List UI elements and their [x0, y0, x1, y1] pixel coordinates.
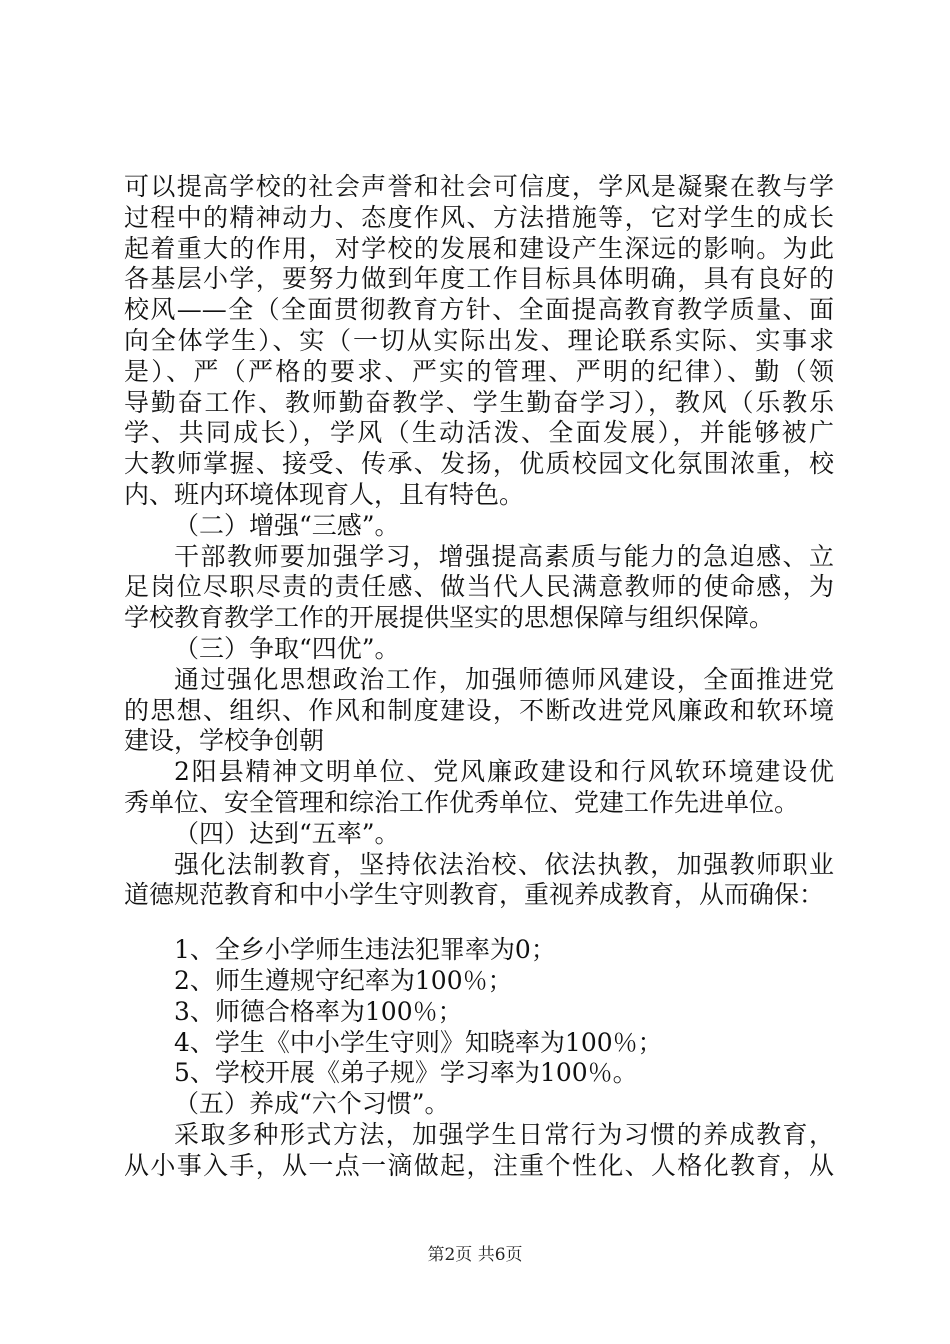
section-heading: （四）达到“五率”。: [174, 818, 400, 848]
text-line: 学校教育教学工作的开展提供坚实的思想保障与组织保障。: [124, 603, 775, 633]
text-line: 足岗位尽职尽责的责任感、做当代人民满意教师的使命感，为: [124, 572, 834, 602]
text-line: 干部教师要加强学习，增强提高素质与能力的急迫感、立: [174, 541, 834, 571]
section-heading: （三）争取“四优”。: [174, 633, 400, 663]
section-heading: （二）增强“三感”。: [174, 510, 400, 540]
text-line: 大教师掌握、接受、传承、发扬，优质校园文化氛围浓重，校: [124, 449, 834, 479]
text-line: 秀单位、安全管理和综治工作优秀单位、党建工作先进单位。: [124, 787, 800, 817]
section-heading: （五）养成“六个习惯”。: [174, 1089, 450, 1119]
text-line: 的思想、组织、作风和制度建设，不断改进党风廉政和软环境: [124, 695, 834, 725]
text-line: 学、共同成长），学风（生动活泼、全面发展），并能够被广: [124, 418, 834, 448]
text-line: 向全体学生）、实（一切从实际出发、理论联系实际、实事求: [124, 325, 834, 355]
text-line: 采取多种形式方法，加强学生日常行为习惯的养成教育，: [174, 1119, 834, 1149]
text-line: 过程中的精神动力、态度作风、方法措施等，它对学生的成长: [124, 202, 834, 232]
list-item: 1、全乡小学师生违法犯罪率为0；: [174, 935, 556, 965]
list-item: 3、师德合格率为100％；: [174, 996, 463, 1026]
text-line: 可以提高学校的社会声誉和社会可信度，学风是凝聚在教与学: [124, 172, 834, 201]
text-line: 道德规范教育和中小学生守则教育，重视养成教育，从而确保：: [124, 880, 825, 910]
text-line: 通过强化思想政治工作，加强师德师风建设，全面推进党: [174, 664, 834, 694]
text-line: 强化法制教育，坚持依法治校、依法执教，加强教师职业: [174, 849, 834, 879]
text-line: 建设，学校争创朝: [124, 726, 325, 756]
text-line: 是）、严（严格的要求、严实的管理、严明的纪律）、勤（领: [124, 356, 834, 386]
text-line: 从小事入手，从一点一滴做起，注重个性化、人格化教育，从: [124, 1150, 834, 1180]
list-item: 4、学生《中小学生守则》知晓率为100％；: [174, 1027, 663, 1057]
list-item: 2、师生遵规守纪率为100％；: [174, 965, 513, 995]
page-footer: 第2页 共6页: [427, 1245, 523, 1265]
text-line: 导勤奋工作、教师勤奋教学、学生勤奋学习），教风（乐教乐: [124, 387, 834, 417]
document-body: [124, 172, 834, 1182]
text-line: 起着重大的作用，对学校的发展和建设产生深远的影响。为此: [124, 233, 834, 263]
list-item: 5、学校开展《弟子规》学习率为100％。: [174, 1058, 638, 1088]
text-line: 内、班内环境体现育人，且有特色。: [124, 479, 525, 509]
text-line: 各基层小学，要努力做到年度工作目标具体明确，具有良好的: [124, 264, 834, 294]
text-line: 2阳县精神文明单位、党风廉政建设和行风软环境建设优: [174, 757, 834, 787]
blank-line: [124, 911, 834, 935]
text-line: 校风——全（全面贯彻教育方针、全面提高教育教学质量、面: [124, 295, 834, 325]
